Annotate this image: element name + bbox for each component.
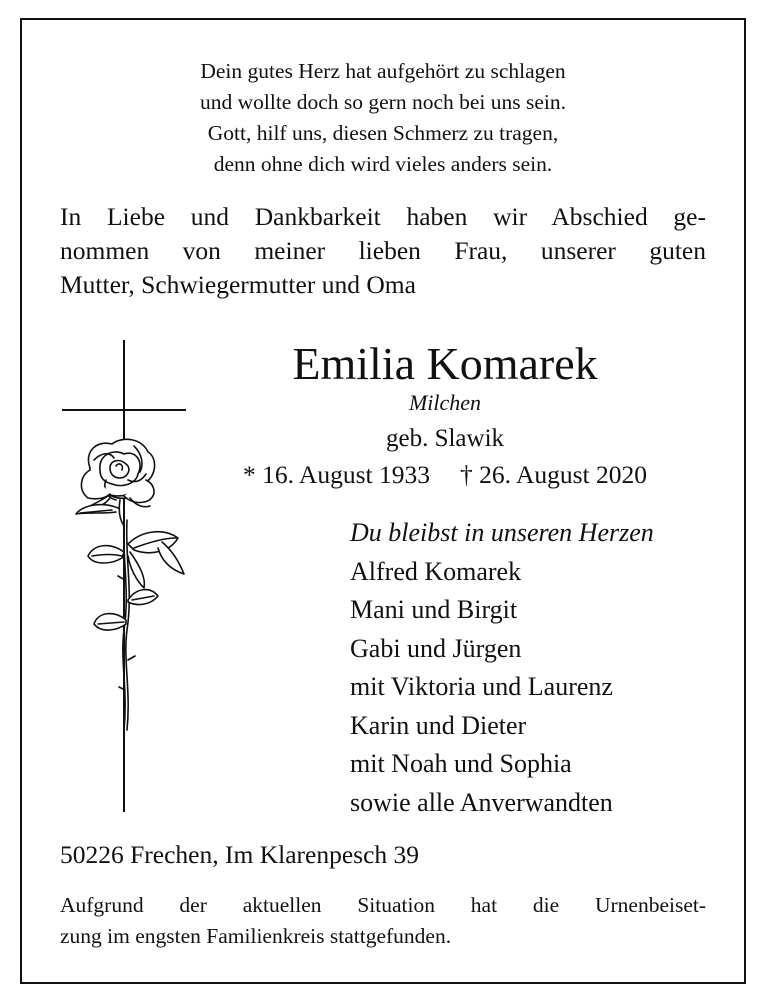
poem-line: denn ohne dich wird vieles anders sein. [213,152,553,176]
mourners-motto: Du bleibst in unseren Herzen [350,518,654,547]
notice-line: Aufgrund der aktuellen Situation hat die Urnenbeiset- [60,893,706,917]
poem-line: Gott, hilf uns, diesen Schmerz zu tragen, [207,121,559,145]
intro-text [60,200,706,302]
life-dates [200,458,690,492]
mourner-name: mit Noah und Sophia [350,749,572,778]
mourner-name: Karin und Dieter [350,710,527,740]
mourner-name: sowie alle Anverwandten [350,787,613,817]
intro-line: In Liebe und Dankbarkeit haben wir Abschied ge- [60,202,706,231]
mourner-name: Mani und Birgit [350,595,518,624]
poem-line: und wollte doch so gern noch bei uns sein. [199,90,567,114]
mourners-list [350,514,740,822]
address: 50226 Frechen, Im Klarenpesch 39 [60,840,420,869]
maiden-name: geb. Slawik [385,425,505,452]
poem-line: Dein gutes Herz hat aufgehört zu schlagen [200,59,566,83]
intro-line: nommen von meiner lieben Frau, unserer guten [60,236,706,265]
mourner-name: Gabi und Jürgen [350,633,522,663]
burial-notice [60,890,706,952]
rose-icon [76,439,184,730]
notice-line: zung im engsten Familienkreis stattgefunden. [60,924,452,948]
death-date: † 26. August 2020 [460,460,648,489]
cross-icon [62,340,186,812]
deceased-name: Emilia Komarek [292,338,598,389]
deceased-nickname: Milchen [408,390,482,415]
birth-date: * 16. August 1933 [242,460,430,489]
mourner-name: Alfred Komarek [350,556,522,586]
poem [60,56,706,180]
intro-line: Mutter, Schwiegermutter und Oma [60,270,416,299]
cross-and-rose [50,330,190,820]
mourner-name: mit Viktoria und Laurenz [350,672,613,701]
